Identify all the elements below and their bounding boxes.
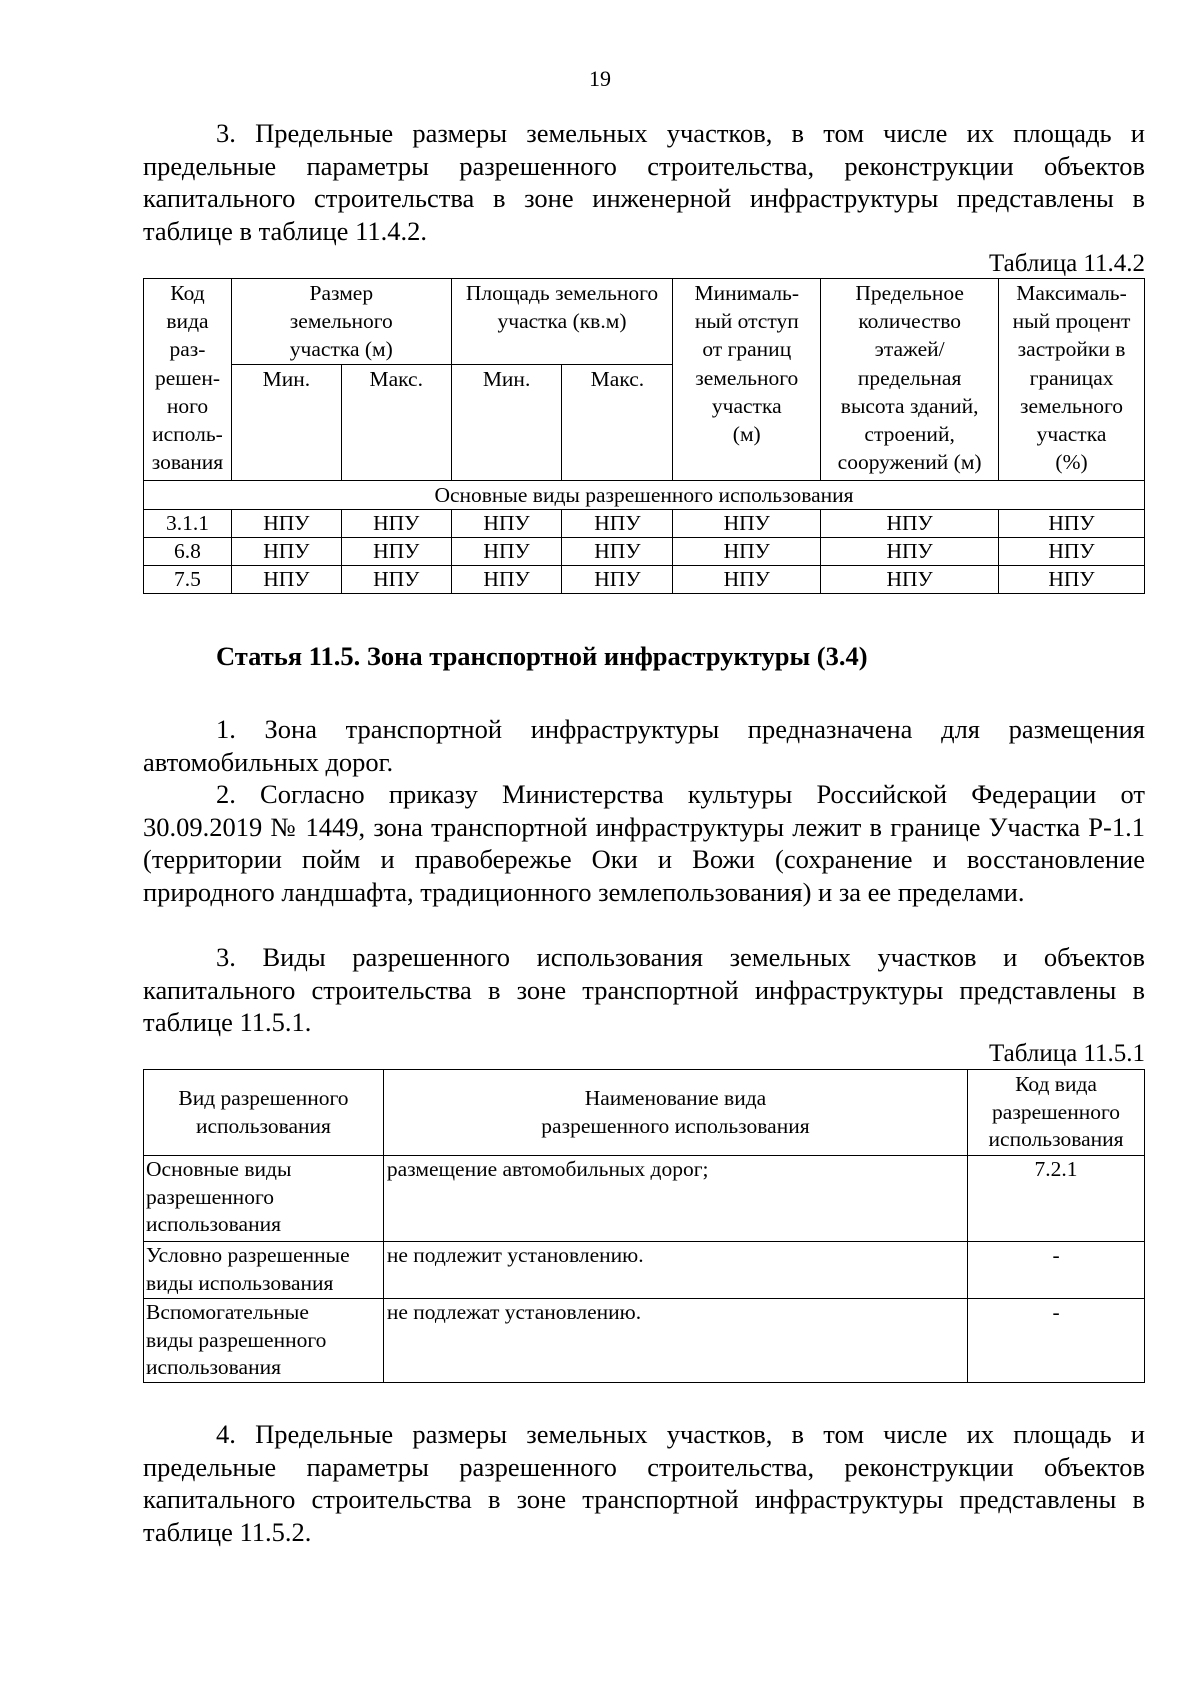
section-row-main-uses: Основные виды разрешенного использования	[144, 480, 1145, 509]
table-row: Вспомогательные виды разрешенного использования не подлежат установлению. -	[144, 1299, 1145, 1383]
page-number: 19	[589, 66, 611, 91]
header-size-min: Мин.	[231, 364, 341, 480]
header-size-max: Макс.	[341, 364, 451, 480]
header-floors: Предельное количество этажей/ предельная высота зданий, строений, сооружений (м)	[821, 279, 999, 481]
header-use-code: Код вида разрешенного использования	[968, 1070, 1145, 1156]
table-11-4-2	[143, 278, 1145, 594]
paragraph-limits-engineering: 3. Предельные размеры земельных участков, в том числе их площадь и предельные параметры разрешенного строительства, реконструкции объектов капитального строительства в зоне инженерной инфраструктуры представлены в таблице в таблице 11.4.2.	[143, 118, 1145, 246]
table-row: 3.1.1 НПУ НПУ НПУ НПУ НПУ НПУ НПУ	[144, 509, 1145, 537]
header-area-max: Макс.	[562, 364, 673, 480]
paragraph-limits-transport: 4. Предельные размеры земельных участков, в том числе их площадь и предельные параметры разрешенного строительства, реконструкции объектов капитального строительства в зоне транспортной инфраструктуры представлены в таблице 11.5.2.	[143, 1419, 1145, 1547]
header-use-name: Наименование вида разрешенного использования	[383, 1070, 967, 1156]
header-plot-size: Размер земельного участка (м)	[231, 279, 451, 365]
table-caption-11-4-2: Таблица 11.4.2	[989, 250, 1145, 277]
table-row: Основные виды разрешенного использования размещение автомобильных дорог; 7.2.1	[144, 1156, 1145, 1242]
paragraph-zone-purpose: 1. Зона транспортной инфраструктуры предназначена для размещения автомобильных дорог.	[143, 714, 1145, 777]
table-row: 6.8 НПУ НПУ НПУ НПУ НПУ НПУ НПУ	[144, 537, 1145, 565]
table-row: Условно разрешенные виды использования не подлежит установлению. -	[144, 1242, 1145, 1299]
article-heading: Статья 11.5. Зона транспортной инфраструктуры (3.4)	[216, 641, 868, 671]
table-caption-11-5-1: Таблица 11.5.1	[989, 1040, 1145, 1067]
header-use-type: Вид разрешенного использования	[144, 1070, 384, 1156]
table-row: 7.5 НПУ НПУ НПУ НПУ НПУ НПУ НПУ	[144, 565, 1145, 593]
header-coverage: Максималь- ный процент застройки в границах земельного участка (%)	[999, 279, 1145, 481]
table-11-5-1	[143, 1069, 1145, 1383]
header-area-min: Мин.	[451, 364, 562, 480]
header-setback: Минималь- ный отступ от границ земельного участка (м)	[673, 279, 821, 481]
paragraph-ministry-order: 2. Согласно приказу Министерства культуры Российской Федерации от 30.09.2019 № 1449, зона транспортной инфраструктуры лежит в границе Участка Р-1.1 (территории пойм и правобережье Оки и Вожи (сохранение и восстановление природного ландшафта, традиционного землепользования) и за ее пределами.	[143, 779, 1145, 907]
paragraph-uses-table-ref: 3. Виды разрешенного использования земельных участков и объектов капитального строительства в зоне транспортной инфраструктуры представлены в таблице 11.5.1.	[143, 942, 1145, 1038]
header-plot-area: Площадь земельного участка (кв.м)	[451, 279, 673, 365]
header-code: Код вида раз- решен- ного исполь- зования	[144, 279, 232, 481]
